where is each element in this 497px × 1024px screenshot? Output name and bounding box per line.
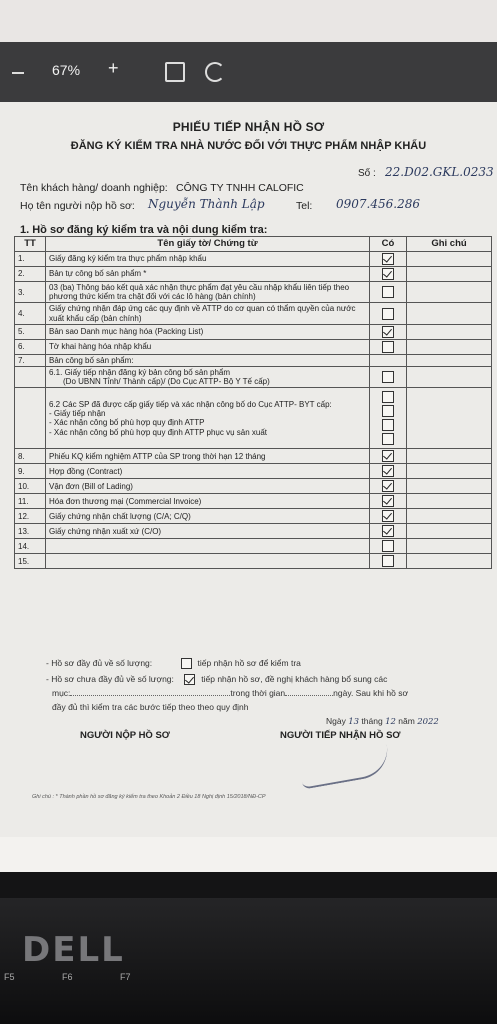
row-number: 2. [15, 267, 46, 282]
note-incomplete-label: - Hồ sơ chưa đầy đủ về số lượng: [46, 674, 174, 684]
document-sheet [0, 102, 497, 837]
checkbox[interactable] [382, 326, 394, 338]
row-number: 7. [15, 354, 46, 366]
laptop-bezel [0, 872, 497, 1024]
note-incomplete-text: tiếp nhận hồ sơ, đề nghị khách hàng bổ sung các [201, 674, 388, 684]
company-label: Tên khách hàng/ doanh nghiệp: [20, 182, 168, 194]
row-name [46, 554, 370, 569]
table-row [15, 449, 492, 464]
checkbox[interactable] [382, 555, 394, 567]
row-number: 11. [15, 494, 46, 509]
checkbox[interactable] [382, 525, 394, 537]
note-items-line [52, 688, 408, 698]
row-number: 3. [15, 282, 46, 303]
note-complete-text: tiếp nhận hồ sơ để kiểm tra [197, 658, 301, 668]
table-row [15, 324, 492, 339]
so-value: 22.D02.GKL.0233 [385, 165, 494, 179]
table-row [15, 282, 492, 303]
zoom-level: 67% [52, 62, 81, 78]
doc-subtitle: ĐĂNG KÝ KIỂM TRA NHÀ NƯỚC ĐỐI VỚI THỰC PHẨM NHẬP KHẨU [70, 140, 427, 152]
row-name-line2: (Do UBNN Tỉnh/ Thành cấp)/ (Do Cục ATTP- Bộ Y Tế cấp) [63, 377, 270, 387]
row-number: 9. [15, 464, 46, 479]
row-number: 8. [15, 449, 46, 464]
tel-label: Tel: [296, 200, 313, 212]
table-row [15, 479, 492, 494]
checkbox[interactable] [382, 308, 394, 320]
checkbox[interactable] [382, 371, 394, 383]
note-incomplete [46, 674, 387, 685]
checkbox[interactable] [184, 674, 195, 685]
row-name [46, 388, 370, 449]
checkbox[interactable] [382, 419, 394, 431]
note-complete [46, 658, 301, 669]
section-1-heading: 1. Hồ sơ đăng ký kiểm tra và nội dung kiểm tra: [20, 224, 268, 236]
checkbox[interactable] [382, 341, 394, 353]
so-label: Số : [358, 168, 376, 179]
row-number: 1. [15, 252, 46, 267]
row-number: 5. [15, 324, 46, 339]
note-items-label: mục: [52, 688, 71, 698]
row-name: Bản sao Danh mục hàng hóa (Packing List) [46, 324, 370, 339]
row-number: 4. [15, 303, 46, 324]
row-name: Giấy đăng ký kiểm tra thực phẩm nhập khẩu [46, 252, 370, 267]
signature-submitter: NGƯỜI NỘP HỒ SƠ [80, 730, 170, 741]
key-f6: F6 [62, 972, 73, 982]
table-row [15, 388, 492, 449]
row-number: 15. [15, 554, 46, 569]
viewer-top-bar [0, 0, 497, 42]
header-ghichu: Ghi chú [407, 237, 492, 252]
table-row [15, 366, 492, 387]
fit-to-screen-icon[interactable] [165, 62, 185, 82]
table-row [15, 267, 492, 282]
row-number: 6. [15, 339, 46, 354]
signature-receiver: NGƯỜI TIẾP NHẬN HỒ SƠ [280, 730, 401, 741]
row-number [15, 366, 46, 387]
date-month-label: tháng [361, 716, 383, 726]
table-row [15, 464, 492, 479]
table-row [15, 509, 492, 524]
zoom-in-icon[interactable]: + [108, 58, 119, 78]
row-sub-item: - Giấy tiếp nhận [49, 409, 106, 419]
row-name-line1: 6.1. Giấy tiếp nhận đăng ký bản công bố sản phẩm [49, 367, 231, 377]
row-name: Bản tự công bố sản phẩm * [46, 267, 370, 282]
checkbox[interactable] [382, 540, 394, 552]
checkbox[interactable] [382, 465, 394, 477]
tel-value: 0907.456.286 [336, 197, 420, 211]
row-sub-item: - Xác nhận công bố phù hợp quy định ATTP phục vụ sản xuất [49, 427, 267, 437]
date-year-label: năm [398, 716, 415, 726]
checkbox[interactable] [382, 391, 394, 403]
dell-logo: DELL [22, 930, 125, 970]
row-name: Bản công bố sản phẩm: [46, 354, 370, 366]
header-name: Tên giấy tờ/ Chứng từ [46, 237, 370, 252]
rotate-icon[interactable] [205, 62, 225, 82]
person-label: Họ tên người nộp hồ sơ: [20, 200, 135, 212]
table-row [15, 554, 492, 569]
header-co: Có [370, 237, 407, 252]
row-name: Giấy chứng nhận đáp ứng các quy định về ATTP do cơ quan có thẩm quyền của nước xuất khẩu cấp (bản chính) [46, 303, 370, 324]
date-day: 13 [348, 717, 360, 727]
checkbox[interactable] [382, 433, 394, 445]
row-name: Giấy chứng nhận xuất xứ (C/O) [46, 524, 370, 539]
note-time-label: trong thời gian [230, 688, 286, 698]
row-name: Hóa đơn thương mại (Commercial Invoice) [46, 494, 370, 509]
table-row [15, 354, 492, 366]
row-name: Tờ khai hàng hóa nhập khẩu [46, 339, 370, 354]
row-number: 12. [15, 509, 46, 524]
screen-bezel [0, 872, 497, 898]
table-header [15, 237, 492, 252]
row-name [46, 366, 370, 387]
key-f7: F7 [120, 972, 131, 982]
zoom-out-icon[interactable] [12, 72, 24, 74]
row-name [46, 539, 370, 554]
footnote: Ghi chú : * Thành phần hồ sơ đăng ký kiểm tra theo Khoản 2 Điều 18 Nghị định 15/2018/NĐ-CP [32, 794, 266, 800]
row-name-line1: 6.2 Các SP đã được cấp giấy tiếp và xác nhận công bố do Cục ATTP- BYT cấp: [49, 399, 332, 409]
checkbox[interactable] [181, 658, 192, 669]
checkbox[interactable] [382, 510, 394, 522]
table-row [15, 339, 492, 354]
date-year: 2022 [417, 717, 439, 727]
note-complete-label: - Hồ sơ đầy đủ về số lượng: [46, 658, 153, 668]
note-followup: đầy đủ thì kiểm tra các bước tiếp theo theo quy định [52, 702, 249, 712]
checkbox[interactable] [382, 268, 394, 280]
checkbox[interactable] [382, 450, 394, 462]
row-name: Phiếu KQ kiểm nghiệm ATTP của SP trong thời hạn 12 tháng [46, 449, 370, 464]
checkbox[interactable] [382, 286, 394, 298]
date-month: 12 [385, 717, 396, 727]
row-name: 03 (ba) Thông báo kết quả xác nhận thực phẩm đạt yêu cầu nhập khẩu liên tiếp theo phương thức kiểm tra chặt đối với các lô hàng (bản chính) [46, 282, 370, 303]
row-name: Hợp đồng (Contract) [46, 464, 370, 479]
document-page [0, 102, 497, 872]
row-number [15, 388, 46, 449]
key-f5: F5 [4, 972, 15, 982]
image-viewer-toolbar [0, 42, 497, 102]
checkbox[interactable] [382, 405, 394, 417]
company-value: CÔNG TY TNHH CALOFIC [176, 182, 304, 194]
date-line [326, 716, 439, 727]
table-row [15, 494, 492, 509]
doc-title: PHIẾU TIẾP NHẬN HỒ SƠ [172, 120, 325, 134]
table-row [15, 524, 492, 539]
row-sub-item: - Xác nhận công bố phù hợp quy định ATTP [49, 418, 205, 428]
row-number: 14. [15, 539, 46, 554]
table-row [15, 303, 492, 324]
note-days-label: ngày. Sau khi hồ sơ [333, 688, 409, 698]
row-name: Giấy chứng nhận chất lượng (C/A; C/Q) [46, 509, 370, 524]
row-number: 10. [15, 479, 46, 494]
documents-table [14, 236, 492, 569]
table-row [15, 252, 492, 267]
date-label: Ngày [326, 716, 346, 726]
row-name: Vận đơn (Bill of Lading) [46, 479, 370, 494]
checkbox[interactable] [382, 480, 394, 492]
checkbox[interactable] [382, 253, 394, 265]
checkbox[interactable] [382, 495, 394, 507]
header-tt: TT [15, 237, 46, 252]
table-row [15, 539, 492, 554]
handwritten-signature [298, 744, 392, 789]
person-value: Nguyễn Thành Lập [148, 197, 265, 211]
row-number: 13. [15, 524, 46, 539]
